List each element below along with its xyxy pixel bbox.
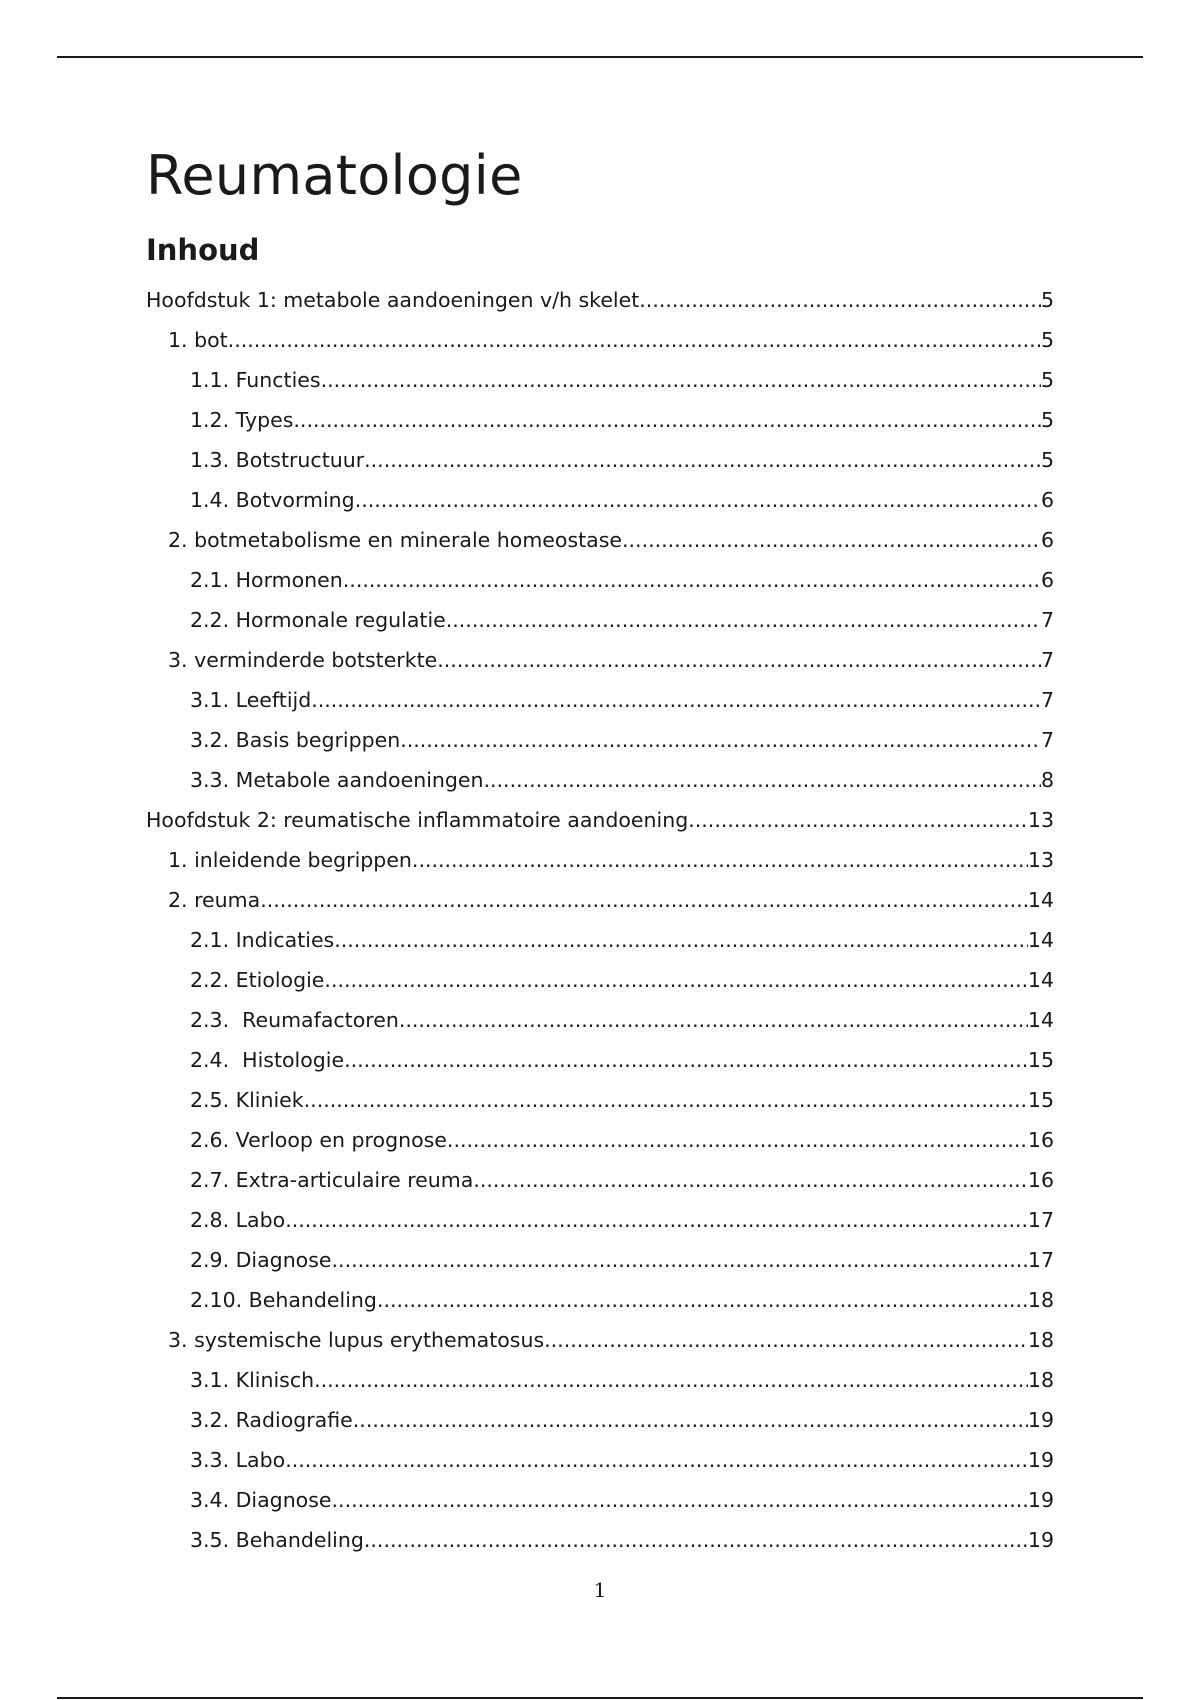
toc-dot-leader — [314, 1360, 1028, 1400]
toc-entry-page: 7 — [1040, 648, 1054, 672]
toc-entry-page: 5 — [1040, 408, 1054, 432]
toc-entry-label: Hoofdstuk 1: metabole aandoeningen v/h skelet — [146, 288, 640, 312]
toc-dot-leader — [353, 1400, 1028, 1440]
toc-entry-label: 3.4. Diagnose — [190, 1488, 332, 1512]
toc-dot-leader — [446, 600, 1041, 640]
toc-entry-label: 2.7. Extra-articulaire reuma — [190, 1168, 474, 1192]
toc-entry[interactable] — [146, 1520, 1054, 1560]
toc-entry-page: 6 — [1040, 528, 1054, 552]
toc-entry-label: 2.8. Labo — [190, 1208, 286, 1232]
toc-entry-label: 1. bot — [168, 328, 228, 352]
toc-entry-label: 3.5. Behandeling — [190, 1528, 364, 1552]
toc-dot-leader — [400, 720, 1041, 760]
toc-dot-leader — [364, 440, 1041, 480]
toc-entry[interactable] — [146, 1240, 1054, 1280]
toc-entry[interactable] — [146, 1160, 1054, 1200]
toc-entry-label: 3.3. Metabole aandoeningen — [190, 768, 484, 792]
toc-dot-leader — [544, 1320, 1028, 1360]
toc-dot-leader — [332, 1480, 1028, 1520]
toc-entry-page: 18 — [1027, 1328, 1054, 1352]
toc-entry-page: 7 — [1040, 608, 1054, 632]
toc-entry-page: 7 — [1040, 688, 1054, 712]
toc-entry-page: 6 — [1040, 568, 1054, 592]
toc-entry[interactable] — [146, 1120, 1054, 1160]
toc-dot-leader — [228, 320, 1041, 360]
toc-entry[interactable] — [146, 1080, 1054, 1120]
toc-entry-label: 2.1. Indicaties — [190, 928, 335, 952]
toc-entry[interactable] — [146, 800, 1054, 840]
footer-rule — [57, 1697, 1143, 1699]
toc-entry-page: 14 — [1027, 968, 1054, 992]
toc-entry[interactable] — [146, 1320, 1054, 1360]
toc-entry-label: 2. botmetabolisme en minerale homeostase — [168, 528, 623, 552]
toc-entry-label: 3. verminderde botsterkte — [168, 648, 438, 672]
toc-entry-label: 2.10. Behandeling — [190, 1288, 377, 1312]
toc-dot-leader — [355, 480, 1041, 520]
toc-dot-leader — [399, 1000, 1028, 1040]
toc-entry[interactable] — [146, 760, 1054, 800]
toc-entry-page: 17 — [1027, 1248, 1054, 1272]
toc-entry[interactable] — [146, 1280, 1054, 1320]
toc-entry[interactable] — [146, 400, 1054, 440]
toc-entry-page: 7 — [1040, 728, 1054, 752]
toc-entry[interactable] — [146, 640, 1054, 680]
toc-dot-leader — [324, 960, 1027, 1000]
toc-entry[interactable] — [146, 280, 1054, 320]
table-of-contents — [146, 280, 1054, 1560]
toc-entry-label: 2.3. Reumafactoren — [190, 1008, 399, 1032]
toc-entry-label: 2.1. Hormonen — [190, 568, 343, 592]
toc-entry[interactable] — [146, 440, 1054, 480]
toc-dot-leader — [447, 1120, 1028, 1160]
toc-dot-leader — [377, 1280, 1028, 1320]
toc-entry-page: 17 — [1027, 1208, 1054, 1232]
toc-dot-leader — [304, 1080, 1028, 1120]
toc-dot-leader — [293, 400, 1041, 440]
toc-entry[interactable] — [146, 320, 1054, 360]
toc-entry-label: 3. systemische lupus erythematosus — [168, 1328, 545, 1352]
toc-dot-leader — [285, 1200, 1028, 1240]
toc-entry-label: 3.1. Klinisch — [190, 1368, 315, 1392]
toc-entry[interactable] — [146, 1000, 1054, 1040]
document-page — [146, 140, 1054, 1560]
toc-entry-label: 2.5. Kliniek — [190, 1088, 304, 1112]
toc-entry-page: 18 — [1027, 1368, 1054, 1392]
page-number: 1 — [593, 1578, 607, 1602]
toc-dot-leader — [639, 280, 1041, 320]
toc-entry[interactable] — [146, 520, 1054, 560]
toc-entry-label: 1.3. Botstructuur — [190, 448, 365, 472]
toc-dot-leader — [364, 1520, 1028, 1560]
toc-dot-leader — [332, 1240, 1028, 1280]
toc-entry[interactable] — [146, 720, 1054, 760]
toc-entry-page: 19 — [1027, 1488, 1054, 1512]
toc-dot-leader — [285, 1440, 1028, 1480]
toc-entry-page: 19 — [1027, 1408, 1054, 1432]
toc-entry[interactable] — [146, 560, 1054, 600]
toc-entry-page: 5 — [1040, 328, 1054, 352]
toc-entry[interactable] — [146, 600, 1054, 640]
toc-dot-leader — [260, 880, 1028, 920]
toc-entry-page: 5 — [1040, 368, 1054, 392]
toc-entry[interactable] — [146, 360, 1054, 400]
toc-entry-page: 15 — [1027, 1048, 1054, 1072]
toc-entry-label: 2.2. Etiologie — [190, 968, 325, 992]
toc-entry-label: 3.1. Leeftijd — [190, 688, 312, 712]
toc-entry[interactable] — [146, 480, 1054, 520]
toc-entry-label: 1.2. Types — [190, 408, 294, 432]
toc-entry-page: 15 — [1027, 1088, 1054, 1112]
toc-entry-label: 2.2. Hormonale regulatie — [190, 608, 446, 632]
toc-entry-page: 14 — [1027, 928, 1054, 952]
toc-entry-label: Hoofdstuk 2: reumatische inflammatoire aandoening — [146, 808, 689, 832]
toc-entry-page: 19 — [1027, 1448, 1054, 1472]
toc-entry-page: 16 — [1027, 1168, 1054, 1192]
toc-dot-leader — [473, 1160, 1028, 1200]
toc-entry-label: 3.2. Radiografie — [190, 1408, 353, 1432]
toc-entry[interactable] — [146, 1480, 1054, 1520]
toc-entry[interactable] — [146, 960, 1054, 1000]
toc-dot-leader — [688, 800, 1028, 840]
toc-dot-leader — [321, 360, 1041, 400]
toc-entry-page: 6 — [1040, 488, 1054, 512]
toc-dot-leader — [437, 640, 1041, 680]
toc-entry-page: 5 — [1040, 448, 1054, 472]
toc-entry[interactable] — [146, 1360, 1054, 1400]
toc-entry-label: 2.9. Diagnose — [190, 1248, 332, 1272]
toc-entry-page: 13 — [1027, 808, 1054, 832]
toc-entry[interactable] — [146, 920, 1054, 960]
toc-entry-page: 5 — [1040, 288, 1054, 312]
toc-dot-leader — [412, 840, 1028, 880]
toc-dot-leader — [484, 760, 1041, 800]
toc-entry-label: 1.4. Botvorming — [190, 488, 355, 512]
toc-dot-leader — [311, 680, 1041, 720]
toc-entry[interactable] — [146, 1440, 1054, 1480]
document-title: Reumatologie — [146, 144, 523, 207]
toc-entry-label: 2.4. Histologie — [190, 1048, 345, 1072]
toc-entry[interactable] — [146, 1200, 1054, 1240]
toc-dot-leader — [334, 920, 1028, 960]
toc-entry-page: 13 — [1027, 848, 1054, 872]
toc-dot-leader — [344, 1040, 1028, 1080]
header-rule — [57, 56, 1143, 58]
toc-entry-page: 18 — [1027, 1288, 1054, 1312]
toc-entry-page: 16 — [1027, 1128, 1054, 1152]
toc-entry-label: 2.6. Verloop en prognose — [190, 1128, 447, 1152]
toc-dot-leader — [343, 560, 1041, 600]
toc-entry-label: 3.3. Labo — [190, 1448, 286, 1472]
toc-entry-label: 1. inleidende begrippen — [168, 848, 412, 872]
toc-entry-page: 19 — [1027, 1528, 1054, 1552]
toc-entry[interactable] — [146, 880, 1054, 920]
toc-entry[interactable] — [146, 840, 1054, 880]
toc-entry[interactable] — [146, 680, 1054, 720]
toc-dot-leader — [622, 520, 1041, 560]
toc-entry-label: 3.2. Basis begrippen — [190, 728, 401, 752]
toc-entry[interactable] — [146, 1400, 1054, 1440]
toc-heading: Inhoud — [146, 233, 260, 267]
toc-entry-page: 14 — [1027, 888, 1054, 912]
toc-entry[interactable] — [146, 1040, 1054, 1080]
toc-entry-label: 1.1. Functies — [190, 368, 321, 392]
toc-entry-page: 14 — [1027, 1008, 1054, 1032]
toc-entry-page: 8 — [1040, 768, 1054, 792]
toc-entry-label: 2. reuma — [168, 888, 261, 912]
